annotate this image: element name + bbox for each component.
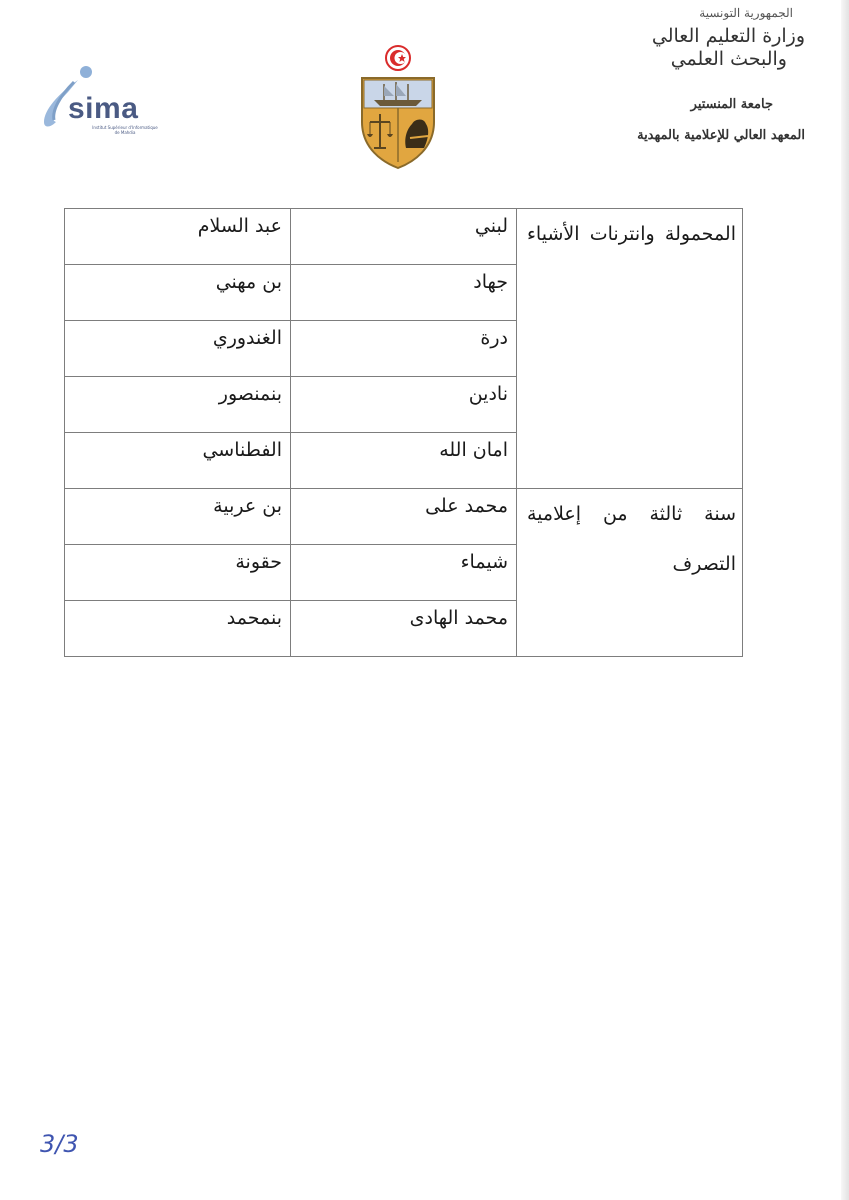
ministry-name-line1: وزارة التعليم العالي <box>651 25 805 47</box>
last-name-cell: بن عربية <box>65 489 291 545</box>
students-table <box>64 208 743 657</box>
page-number: 3/3 <box>40 1130 79 1158</box>
republic-label: الجمهورية التونسية <box>699 6 793 20</box>
last-name-cell: بن مهني <box>65 265 291 321</box>
first-name-cell: امان الله <box>291 433 517 489</box>
first-name-cell: محمد الهادى <box>291 601 517 657</box>
page-edge-shadow <box>841 0 849 1200</box>
logo-tagline: Institut Supérieur d'Informatique de Mahdia <box>92 125 158 135</box>
first-name-cell: جهاد <box>291 265 517 321</box>
last-name-cell: حقونة <box>65 545 291 601</box>
group-label: المحمولة وانترنات الأشياء <box>517 209 743 489</box>
first-name-cell: نادين <box>291 377 517 433</box>
isima-logo <box>38 62 162 138</box>
ministry-name-line2: والبحث العلمي <box>670 47 787 70</box>
table-row <box>65 489 743 545</box>
last-name-cell: بنمنصور <box>65 377 291 433</box>
last-name-cell: الفطناسي <box>65 433 291 489</box>
first-name-cell: شيماء <box>291 545 517 601</box>
group-label: سنة ثالثة من إعلامية التصرف <box>517 489 743 657</box>
ministry-header <box>545 6 805 143</box>
tunisia-coat-of-arms-icon <box>356 44 440 170</box>
logo-wordmark: sima <box>68 92 139 125</box>
institute-name: المعهد العالي للإعلامية بالمهدية <box>637 127 805 143</box>
last-name-cell: بنمحمد <box>65 601 291 657</box>
table-row <box>65 209 743 265</box>
last-name-cell: الغندوري <box>65 321 291 377</box>
first-name-cell: محمد على <box>291 489 517 545</box>
university-name: جامعة المنستير <box>690 96 773 112</box>
first-name-cell: درة <box>291 321 517 377</box>
last-name-cell: عبد السلام <box>65 209 291 265</box>
first-name-cell: لبني <box>291 209 517 265</box>
